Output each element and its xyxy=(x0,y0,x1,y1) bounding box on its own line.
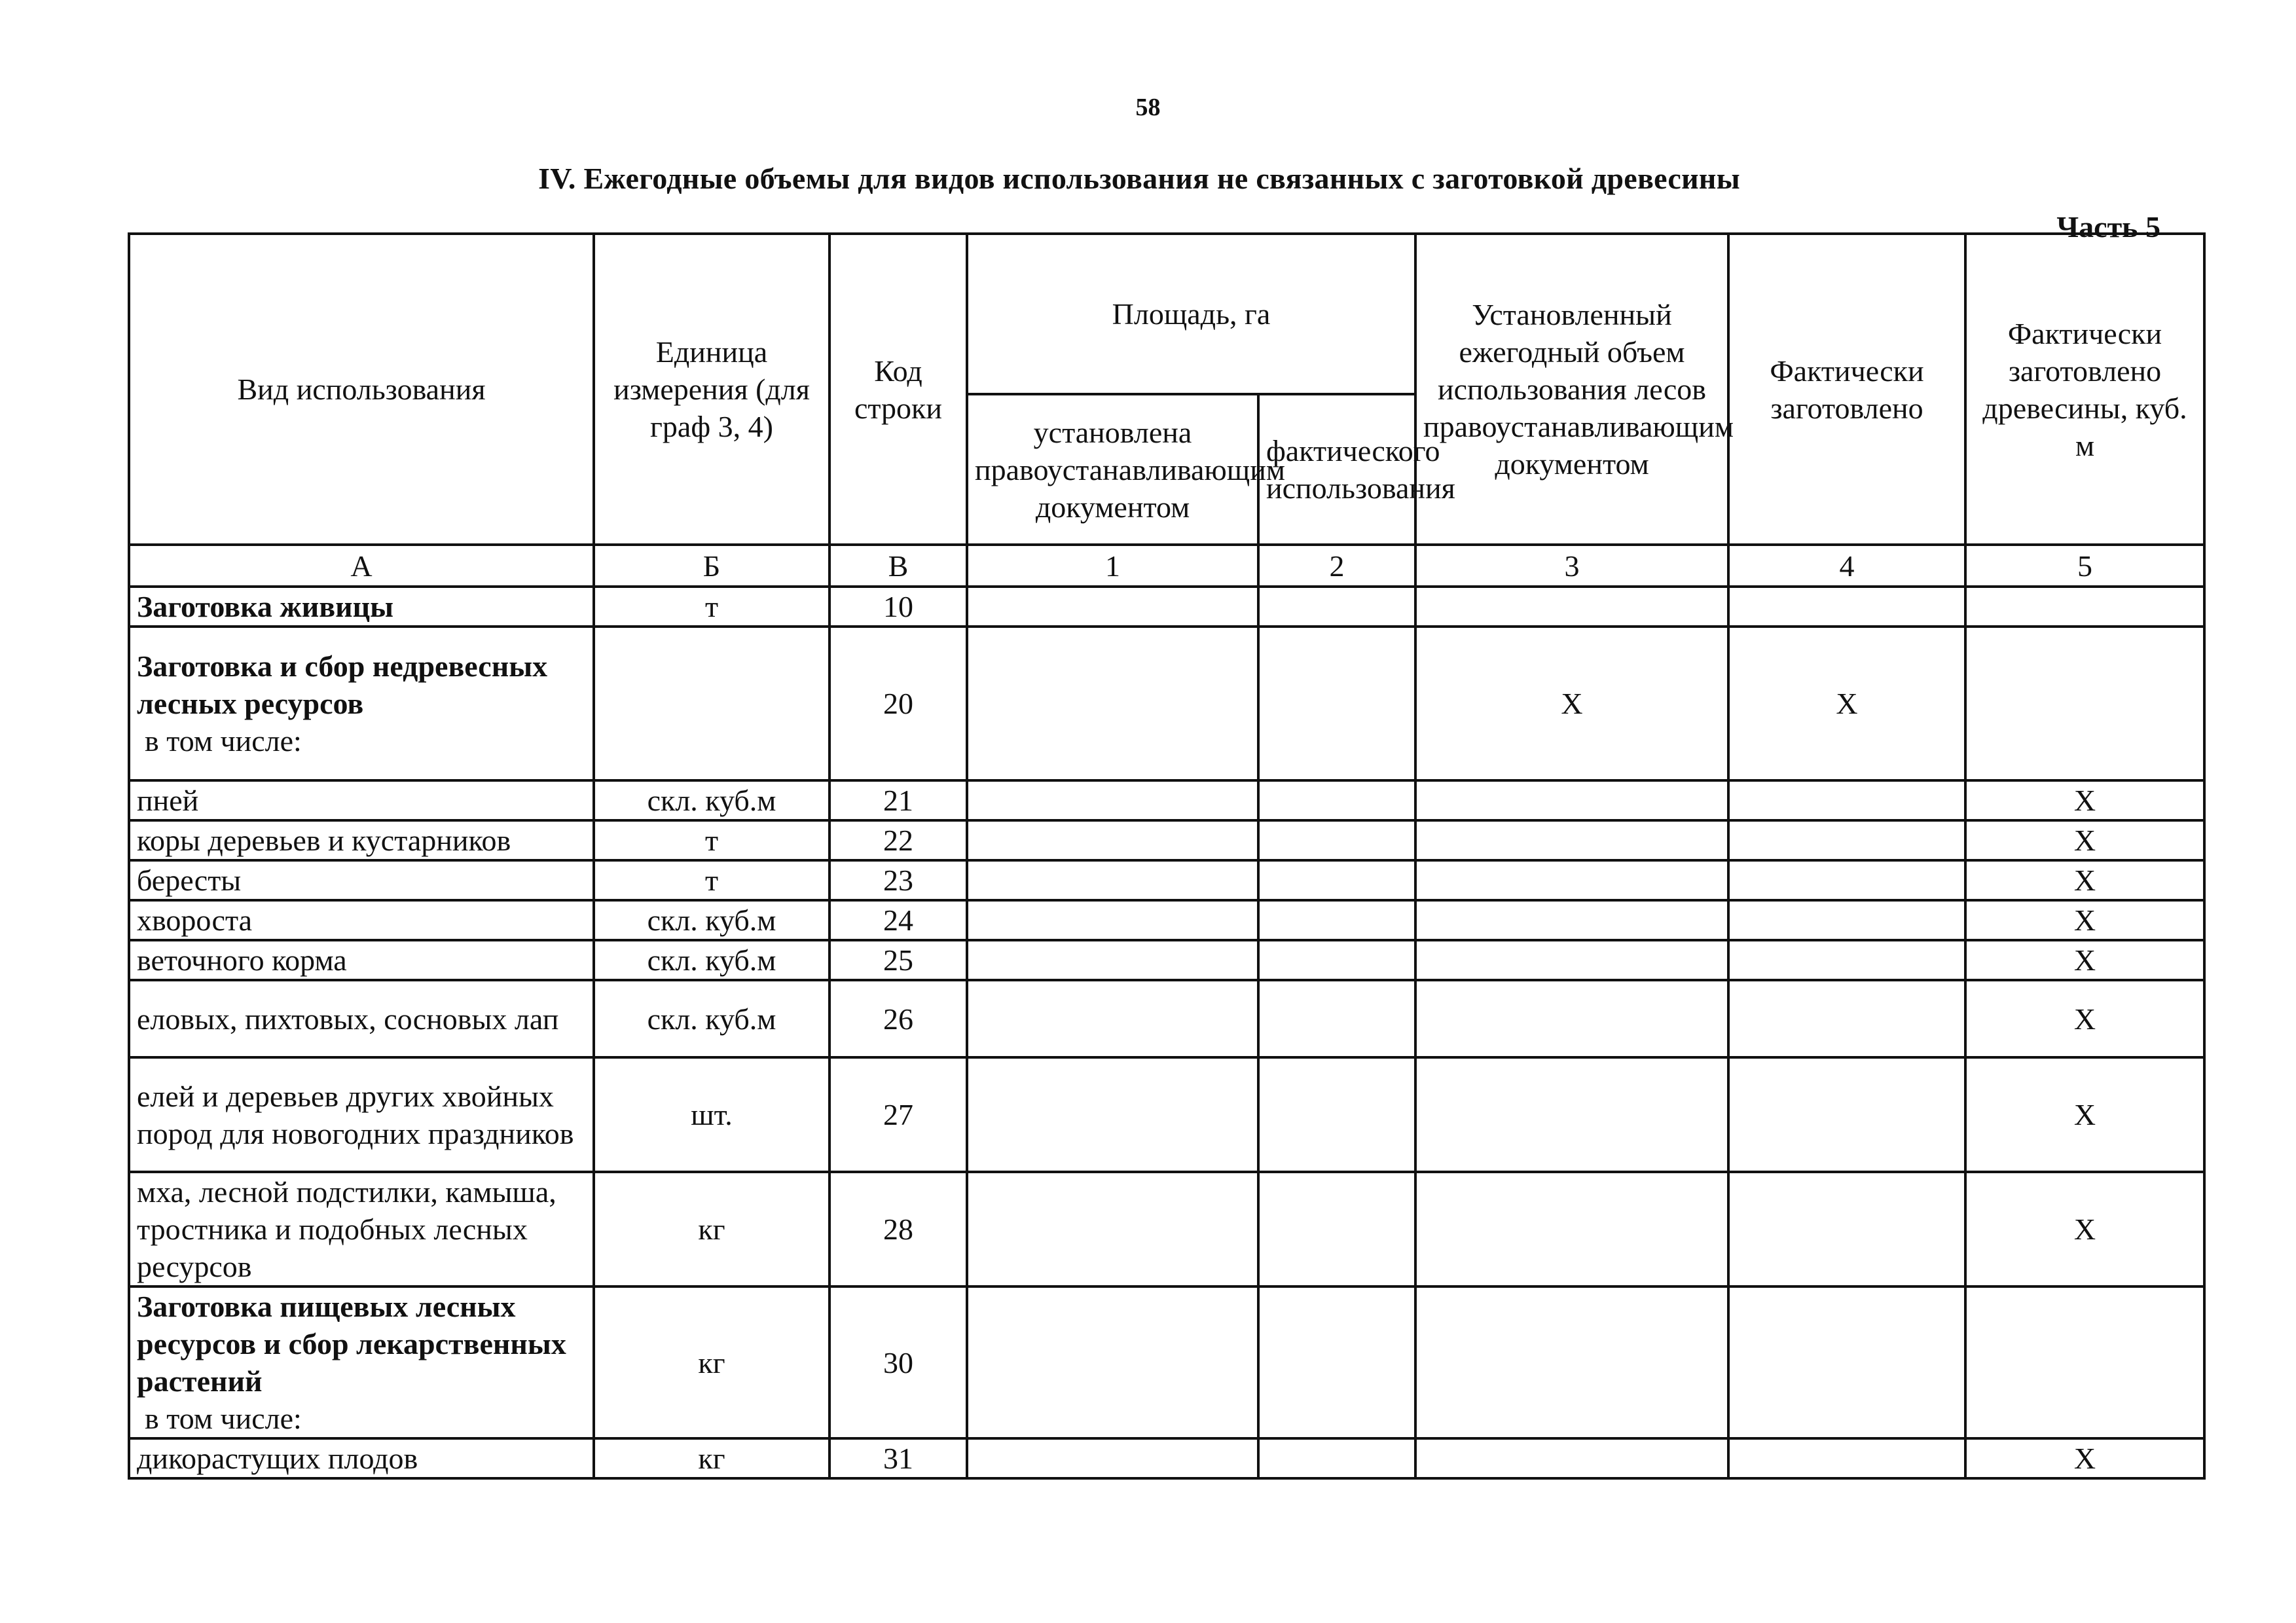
cell-c4 xyxy=(1728,900,1965,940)
header-vid: Вид использования xyxy=(129,234,594,545)
usage-volumes-table xyxy=(128,232,2206,1480)
cell-code: 23 xyxy=(829,860,967,900)
row-name: пней xyxy=(137,784,199,817)
section-title: IV. Ежегодные объемы для видов использования не связанных с заготовкой древесины xyxy=(538,162,1740,195)
cell-code: 22 xyxy=(829,820,967,860)
cell-c5: Х xyxy=(1965,1172,2204,1286)
cell-code: 21 xyxy=(829,780,967,820)
header-established-volume: Установленный ежегодный объем использования лесов правоустанавливающим документом xyxy=(1415,234,1728,545)
cell-c2 xyxy=(1258,780,1415,820)
cell-c1 xyxy=(967,1057,1258,1172)
table-row xyxy=(129,1172,2204,1286)
column-letter: В xyxy=(829,545,967,587)
cell-c2 xyxy=(1258,1057,1415,1172)
cell-c4 xyxy=(1728,940,1965,980)
cell-c3 xyxy=(1415,1438,1728,1478)
header-actually-harvested: Фактически заготовлено xyxy=(1728,234,1965,545)
row-name: хвороста xyxy=(137,903,253,937)
row-subtitle: в том числе: xyxy=(145,1402,302,1435)
cell-c1 xyxy=(967,587,1258,627)
cell-c3 xyxy=(1415,1172,1728,1286)
cell-unit: т xyxy=(594,860,829,900)
cell-c1 xyxy=(967,1438,1258,1478)
table-row xyxy=(129,980,2204,1057)
row-name-cell xyxy=(129,1438,594,1478)
page-number: 58 xyxy=(1135,94,1161,121)
row-name-cell xyxy=(129,940,594,980)
row-name: веточного корма xyxy=(137,943,347,977)
cell-c3 xyxy=(1415,1057,1728,1172)
cell-c3 xyxy=(1415,860,1728,900)
cell-code: 25 xyxy=(829,940,967,980)
cell-unit: скл. куб.м xyxy=(594,940,829,980)
cell-c4: Х xyxy=(1728,627,1965,780)
row-name-cell xyxy=(129,627,594,780)
column-letter: 4 xyxy=(1728,545,1965,587)
row-name-cell xyxy=(129,1172,594,1286)
cell-c3 xyxy=(1415,820,1728,860)
cell-code: 27 xyxy=(829,1057,967,1172)
row-name: Заготовка и сбор недревесных лесных ресурсов xyxy=(137,649,548,720)
cell-c4 xyxy=(1728,1438,1965,1478)
cell-c4 xyxy=(1728,1172,1965,1286)
cell-c2 xyxy=(1258,980,1415,1057)
cell-code: 31 xyxy=(829,1438,967,1478)
row-name-cell xyxy=(129,860,594,900)
cell-c3 xyxy=(1415,940,1728,980)
cell-c5: Х xyxy=(1965,1438,2204,1478)
cell-c4 xyxy=(1728,820,1965,860)
cell-c2 xyxy=(1258,820,1415,860)
cell-code: 20 xyxy=(829,627,967,780)
row-name-cell xyxy=(129,1057,594,1172)
cell-c1 xyxy=(967,980,1258,1057)
cell-code: 10 xyxy=(829,587,967,627)
cell-c5: Х xyxy=(1965,820,2204,860)
table-row xyxy=(129,1438,2204,1478)
column-letter: 3 xyxy=(1415,545,1728,587)
cell-c4 xyxy=(1728,860,1965,900)
cell-code: 28 xyxy=(829,1172,967,1286)
table-row xyxy=(129,1057,2204,1172)
table-row xyxy=(129,940,2204,980)
cell-c1 xyxy=(967,627,1258,780)
header-actually-wood: Фактически заготовлено древесины, куб. м xyxy=(1965,234,2204,545)
cell-c4 xyxy=(1728,587,1965,627)
cell-c4 xyxy=(1728,1286,1965,1438)
cell-c1 xyxy=(967,1172,1258,1286)
cell-c4 xyxy=(1728,980,1965,1057)
cell-c1 xyxy=(967,940,1258,980)
table-row xyxy=(129,780,2204,820)
column-letters-row xyxy=(129,545,2204,587)
cell-c5: Х xyxy=(1965,860,2204,900)
row-name-cell xyxy=(129,587,594,627)
header-area-established: установлена правоустанавливающим документом xyxy=(967,394,1258,545)
cell-c2 xyxy=(1258,1438,1415,1478)
cell-unit: кг xyxy=(594,1438,829,1478)
cell-c3: Х xyxy=(1415,627,1728,780)
row-name: мха, лесной подстилки, камыша, тростника и подобных лесных ресурсов xyxy=(137,1175,556,1283)
row-name: Заготовка пищевых лесных ресурсов и сбор лекарственных растений xyxy=(137,1290,566,1398)
cell-c4 xyxy=(1728,780,1965,820)
cell-unit xyxy=(594,627,829,780)
row-name-cell xyxy=(129,980,594,1057)
column-letter: 2 xyxy=(1258,545,1415,587)
cell-c5: Х xyxy=(1965,1057,2204,1172)
cell-c5: Х xyxy=(1965,900,2204,940)
cell-c2 xyxy=(1258,1172,1415,1286)
cell-c3 xyxy=(1415,587,1728,627)
cell-code: 24 xyxy=(829,900,967,940)
cell-c1 xyxy=(967,820,1258,860)
table-row xyxy=(129,820,2204,860)
cell-code: 26 xyxy=(829,980,967,1057)
row-name: Заготовка живицы xyxy=(137,590,394,623)
row-name: елей и деревьев других хвойных пород для новогодних праздников xyxy=(137,1079,574,1150)
cell-c4 xyxy=(1728,1057,1965,1172)
row-name-cell xyxy=(129,900,594,940)
row-name: еловых, пихтовых, сосновых лап xyxy=(137,1002,559,1036)
cell-c2 xyxy=(1258,627,1415,780)
cell-c2 xyxy=(1258,860,1415,900)
cell-unit: скл. куб.м xyxy=(594,900,829,940)
row-name-cell xyxy=(129,1286,594,1438)
row-name: бересты xyxy=(137,864,242,897)
row-subtitle: в том числе: xyxy=(145,724,302,757)
cell-c2 xyxy=(1258,1286,1415,1438)
cell-code: 30 xyxy=(829,1286,967,1438)
cell-c1 xyxy=(967,900,1258,940)
header-area: Площадь, га xyxy=(967,234,1415,394)
cell-c3 xyxy=(1415,980,1728,1057)
header-unit: Единица измерения (для граф 3, 4) xyxy=(594,234,829,545)
cell-unit: скл. куб.м xyxy=(594,980,829,1057)
column-letter: А xyxy=(129,545,594,587)
table-row xyxy=(129,1286,2204,1438)
table-row xyxy=(129,860,2204,900)
cell-c2 xyxy=(1258,900,1415,940)
header-code: Код строки xyxy=(829,234,967,545)
cell-unit: т xyxy=(594,587,829,627)
cell-c5 xyxy=(1965,587,2204,627)
cell-c3 xyxy=(1415,1286,1728,1438)
cell-c5: Х xyxy=(1965,980,2204,1057)
cell-unit: скл. куб.м xyxy=(594,780,829,820)
cell-unit: кг xyxy=(594,1286,829,1438)
cell-c3 xyxy=(1415,900,1728,940)
cell-c2 xyxy=(1258,587,1415,627)
table-row xyxy=(129,627,2204,780)
cell-c1 xyxy=(967,780,1258,820)
cell-unit: шт. xyxy=(594,1057,829,1172)
row-name-cell xyxy=(129,820,594,860)
row-name: дикорастущих плодов xyxy=(137,1442,418,1475)
row-name-cell xyxy=(129,780,594,820)
header-area-actual: фактического использования xyxy=(1258,394,1415,545)
cell-unit: кг xyxy=(594,1172,829,1286)
cell-c1 xyxy=(967,1286,1258,1438)
cell-unit: т xyxy=(594,820,829,860)
column-letter: Б xyxy=(594,545,829,587)
cell-c5: Х xyxy=(1965,780,2204,820)
row-name: коры деревьев и кустарников xyxy=(137,824,511,857)
cell-c5: Х xyxy=(1965,940,2204,980)
cell-c5 xyxy=(1965,627,2204,780)
column-letter: 5 xyxy=(1965,545,2204,587)
cell-c1 xyxy=(967,860,1258,900)
table-row xyxy=(129,900,2204,940)
column-letter: 1 xyxy=(967,545,1258,587)
cell-c5 xyxy=(1965,1286,2204,1438)
table-row xyxy=(129,587,2204,627)
cell-c2 xyxy=(1258,940,1415,980)
part-label: Часть 5 xyxy=(2056,210,2160,244)
cell-c3 xyxy=(1415,780,1728,820)
